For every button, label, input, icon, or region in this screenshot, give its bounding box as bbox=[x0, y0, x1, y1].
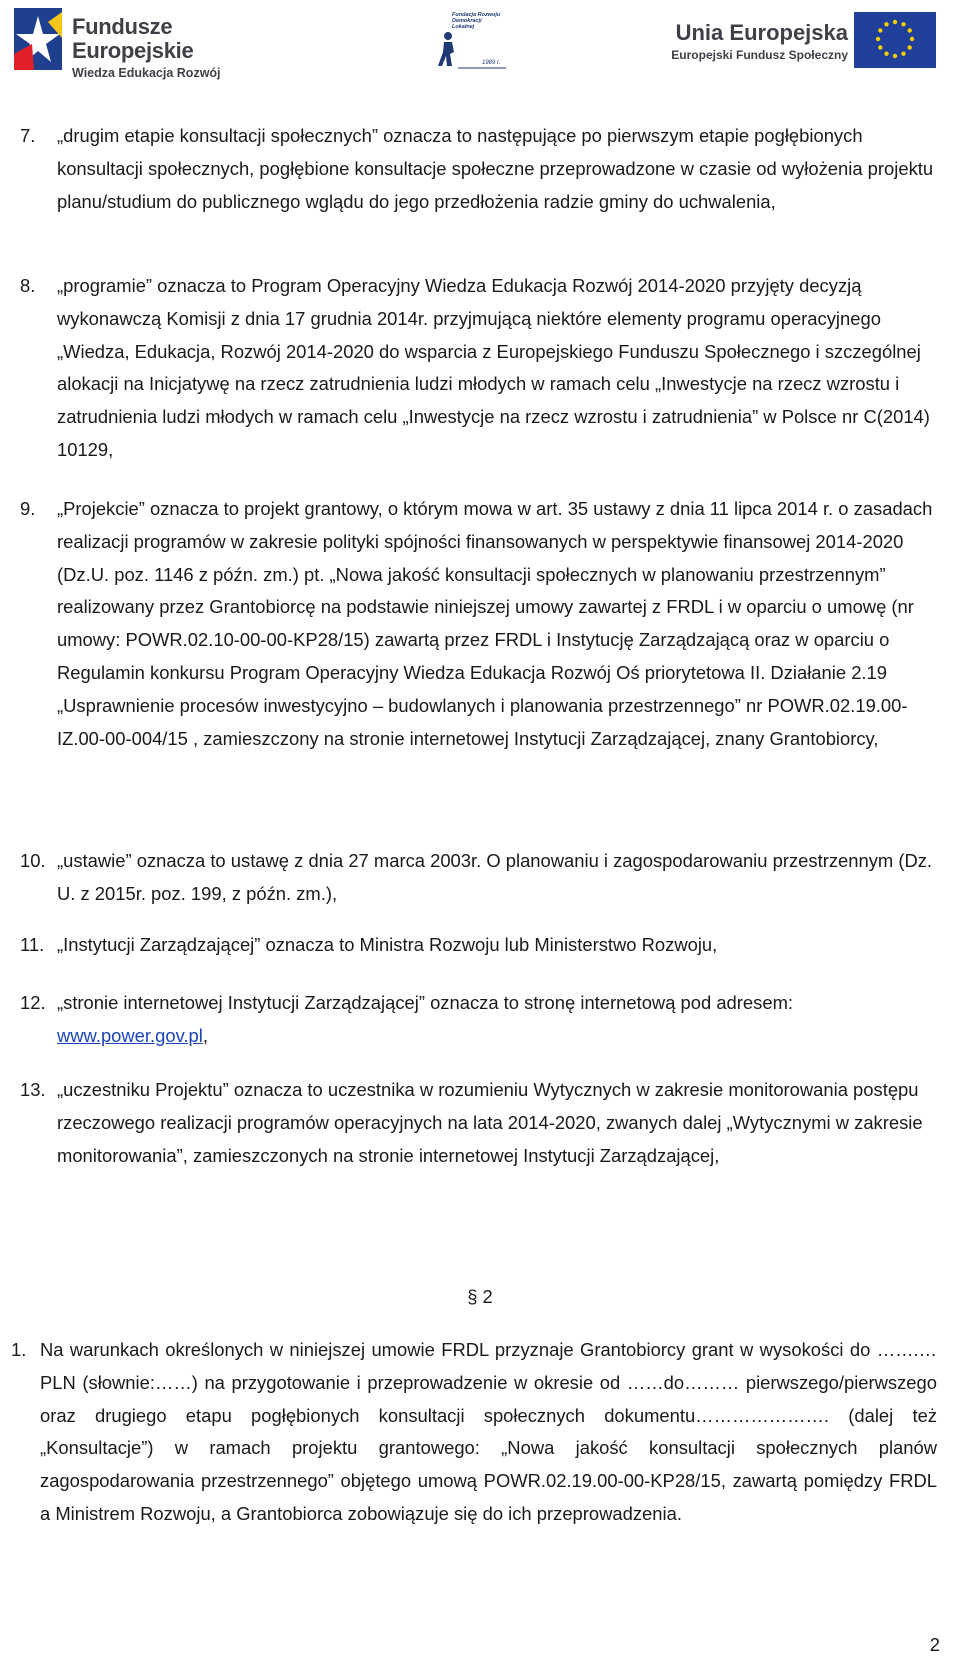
eu-flag-icon bbox=[854, 12, 936, 68]
item-text-after: , bbox=[202, 1024, 208, 1046]
item-text: „Instytucji Zarządzającej” oznacza to Ministra Rozwoju lub Ministerstwo Rozwoju, bbox=[57, 934, 718, 955]
frdl-year: 1989 r. bbox=[482, 60, 501, 66]
item-text: „Projekcie” oznacza to projekt grantowy, o którym mowa w art. 35 ustawy z dnia 11 lipca 2014 r. o zasadach realizacji programów w zakresie polityki spójności finansowanych w perspektywie finansowej 2014-2020 (Dz.U. poz. 1146 z późn. zm.) pt. „Nowa jakość konsultacji społecznych w planowaniu przestrzennym” realizowany przez Grantobiorcę na podstawie niniejszej umowy zawartej z FRDL i w oparciu o umowę (nr umowy: POWR.02.10-00-00-KP28/15) zawartą przez FRDL i Instytucję Zarządzającą oraz w oparciu o Regulamin konkursu Program Operacyjny Wiedza Edukacja Rozwój Oś priorytetowa II. Działanie 2.19 „Usprawnienie procesów inwestycyjno – budowlanych i planowania przestrzennego” nr POWR.02.19.00-IZ.00-00-004/15 , zamieszczony na stronie internetowej Instytucji Zarządzającej, znany Grantobiorcy, bbox=[57, 498, 933, 749]
page-header bbox=[0, 0, 960, 90]
definition-item-12 bbox=[20, 987, 939, 1053]
frdl-name: Fundacja Rozwoju Demokracji Lokalnej bbox=[452, 12, 501, 30]
frdl-logo bbox=[438, 10, 508, 72]
power-gov-link[interactable]: www.power.gov.pl bbox=[57, 1024, 203, 1046]
definition-item-13 bbox=[20, 1074, 939, 1172]
fundusze-europejskie-logo bbox=[12, 4, 232, 80]
item-number: 10. bbox=[20, 850, 46, 871]
item-text: „drugim etapie konsultacji społecznych” oznacza to następujące po pierwszym etapie pogłębionych konsultacji społecznych, pogłębione konsultacje społeczne przeprowadzone w czasie od wyłożenia projektu planu/studium do publicznego wglądu do jego przedłożenia radzie gminy do uchwalenia, bbox=[57, 125, 934, 212]
fe-title-line2: Europejskie bbox=[72, 38, 194, 63]
item-number: 12. bbox=[20, 992, 46, 1013]
definition-item-7 bbox=[20, 120, 939, 218]
item-number: 9. bbox=[20, 498, 36, 519]
item-text: „programie” oznacza to Program Operacyjny Wiedza Edukacja Rozwój 2014-2020 przyjęty decyzją wykonawczą Komisji z dnia 17 grudnia 2014r. przyjmującą niektóre elementy programu operacyjnego „Wiedza, Edukacja, Rozwój 2014-2020 do wsparcia z Europejskiego Funduszu Społecznego i szczególnej alokacji na Inicjatywę na rzecz zatrudnienia ludzi młodych w ramach celu „Inwestycje na rzecz wzrostu i zatrudnienia ludzi młodych w ramach celu „Inwestycje na rzecz wzrostu i zatrudnienia” w Polsce nr C(2014) 10129, bbox=[57, 275, 930, 460]
section-2-title: § 2 bbox=[467, 1286, 493, 1307]
unia-europejska-logo bbox=[671, 10, 948, 70]
item-number: 13. bbox=[20, 1079, 46, 1100]
item-text: „ustawie” oznacza to ustawę z dnia 27 marca 2003r. O planowaniu i zagospodarowaniu przestrzennym (Dz. U. z 2015r. poz. 199, z późn. zm.), bbox=[57, 850, 933, 904]
item-text: „uczestniku Projektu” oznacza to uczestnika w rozumieniu Wytycznych w zakresie monitorowania postępu rzeczowego realizacji programów operacyjnych na lata 2014-2020, zwanych dalej „Wytycznymi w zakresie monitorowania”, zamieszczonych na stronie internetowej Instytucji Zarządzającej, bbox=[57, 1079, 923, 1166]
item-text: Na warunkach określonych w niniejszej umowie FRDL przyznaje Grantobiorcy grant w wysokości do …….…PLN (słownie:……) na przygotowanie i przeprowadzenie w okresie od ……do……… pierwszego/pierwszego oraz drugiego etapu pogłębionych konsultacji społecznych dokumentu…………………. (dalej też „Konsultacje”) w ramach projektu grantowego: „Nowa jakość konsultacji społecznych planów zagospodarowania przestrzennego” objętego umową POWR.02.19.00-00-KP28/15, zawartą pomiędzy FRDL a Ministrem Rozwoju, a Grantobiorca zobowiązuje się do ich przeprowadzenia. bbox=[40, 1339, 937, 1524]
fe-subtitle: Wiedza Edukacja Rozwój bbox=[72, 66, 221, 80]
item-number: 11. bbox=[20, 934, 45, 955]
definition-item-9 bbox=[20, 493, 939, 755]
fe-title-line1: Fundusze bbox=[72, 14, 173, 39]
page-number: 2 bbox=[929, 1634, 940, 1655]
item-text: „stronie internetowej Instytucji Zarządzającej” oznacza to stronę internetową pod adresem: bbox=[57, 992, 793, 1013]
definition-item-8 bbox=[20, 270, 939, 467]
item-number: 1. bbox=[11, 1339, 27, 1360]
eu-title: Unia Europejska bbox=[675, 20, 848, 45]
item-text-block bbox=[57, 987, 939, 1053]
section-2-paragraph-1 bbox=[11, 1334, 937, 1531]
fe-star-icon bbox=[12, 4, 66, 74]
definition-item-10 bbox=[20, 845, 939, 911]
item-number: 8. bbox=[20, 275, 36, 296]
definition-item-11 bbox=[20, 929, 939, 962]
eu-subtitle: Europejski Fundusz Społeczny bbox=[671, 48, 848, 62]
item-number: 7. bbox=[20, 125, 36, 146]
